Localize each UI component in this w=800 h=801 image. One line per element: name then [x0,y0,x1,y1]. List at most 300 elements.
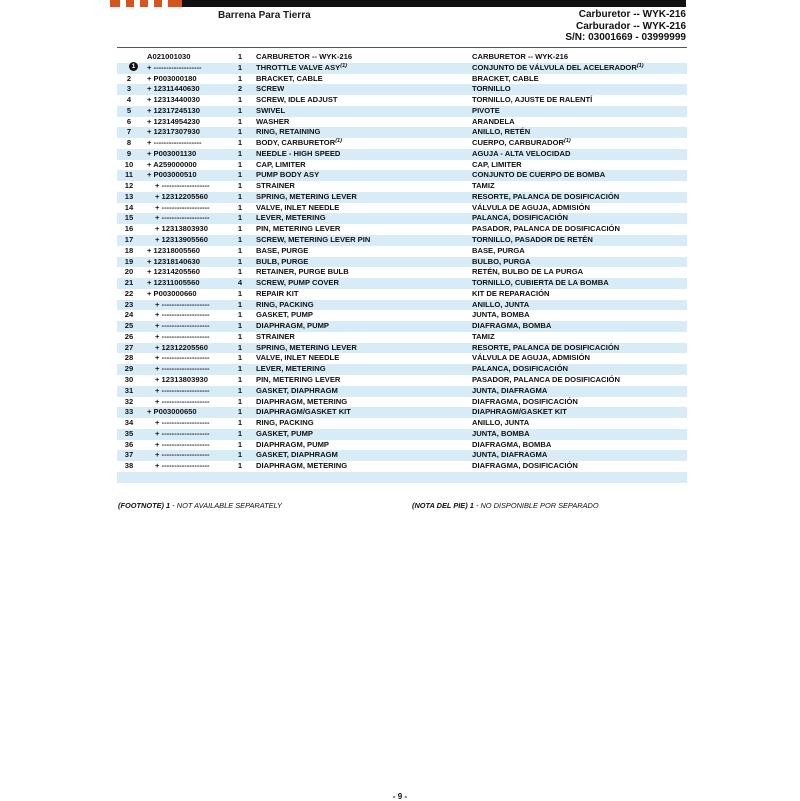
description-spanish-text: PIVOTE [472,105,500,115]
parts-row [117,386,687,397]
heading-line-english: Carburetor -- WYK-216 [578,9,686,20]
quantity: 1 [237,310,243,320]
quantity: 1 [237,235,243,245]
part-number: + P003000510 [147,170,197,180]
quantity: 1 [237,138,243,148]
description-english-text: BODY, CARBURETOR [256,138,336,148]
parts-row [117,332,687,343]
ref-number: 5 [126,105,132,115]
ref-number: 27 [124,342,134,352]
ref-number: 9 [126,148,132,158]
description-english-text: CAP, LIMITER [256,159,306,169]
ref-number: 28 [124,353,134,363]
part-number: + 12314205560 [147,267,201,277]
ref-number: 11 [124,170,134,180]
quantity: 1 [237,428,243,438]
description-spanish [472,224,620,235]
description-spanish [472,95,592,106]
parts-row [117,267,687,278]
description-spanish-text: PALANCA, DOSIFICACIÓN [472,364,569,374]
part-number: + 12318005560 [147,245,201,255]
quantity: 1 [237,396,243,406]
description-spanish-text: JUNTA, BOMBA [472,310,530,320]
description-spanish-text: TORNILLO, CUBIERTA DE LA BOMBA [472,278,609,288]
description-english-text: BRACKET, CABLE [256,73,323,83]
quantity: 1 [237,148,243,158]
footnote-number: 1 [166,501,171,510]
quantity: 1 [237,191,243,201]
description-english [256,74,323,85]
ref-number: 22 [124,288,134,298]
part-number: + 12314954230 [147,116,201,126]
description-english [256,397,347,408]
description-spanish-text: CARBURETOR -- WYK-216 [472,52,569,61]
description-english [256,450,338,461]
footnote-marker: (1) [563,138,571,145]
description-english [256,203,339,214]
quantity: 1 [237,374,243,384]
part-number: + ------------------- [155,364,210,374]
description-english-text: THROTTLE VALVE ASY [256,62,341,72]
ref-number: 37 [124,450,134,460]
description-spanish-text: BASE, PURGA [472,245,525,255]
quantity: 1 [237,224,243,234]
parts-row [117,213,687,224]
quantity: 1 [237,62,243,72]
ref-number: 15 [124,213,134,223]
description-english-text: LEVER, METERING [256,364,326,374]
part-number: + 12311005560 [147,278,200,288]
footnote-number: 1 [469,501,474,510]
quantity: 1 [237,127,243,137]
parts-row [117,257,687,268]
parts-row [117,181,687,192]
description-spanish [472,343,619,354]
description-spanish [472,235,593,246]
parts-row [117,375,687,386]
description-spanish-text: PALANCA, DOSIFICACIÓN [472,213,569,223]
description-english [256,246,308,257]
description-spanish-text: CUERPO, CARBURADOR [472,138,564,148]
quantity: 1 [237,461,243,471]
description-english-text: STRAINER [256,331,295,341]
quantity: 1 [237,450,243,460]
parts-row [117,418,687,429]
description-spanish [472,332,495,343]
quantity: 1 [237,73,243,83]
ref-number: 20 [124,267,134,277]
description-spanish-text: TAMIZ [472,181,495,191]
quantity: 1 [237,288,243,298]
description-spanish [472,246,525,257]
page-number: - 9 - [392,792,408,801]
parts-row [117,127,687,138]
description-spanish [472,418,529,429]
quantity: 2 [237,84,243,94]
quantity: 1 [237,116,243,126]
parts-row [117,440,687,451]
description-spanish [472,267,583,278]
description-spanish [472,213,568,224]
description-spanish [472,74,539,85]
parts-row [117,149,687,160]
description-english [256,149,340,160]
description-spanish [472,160,522,171]
description-english [256,192,357,203]
description-spanish-text: ANILLO, JUNTA [472,299,530,309]
quantity: 1 [237,213,243,223]
description-spanish-text: TORNILLO, AJUSTE DE RALENTÍ [472,95,593,105]
quantity: 1 [237,407,243,417]
parts-row [117,300,687,311]
part-number: + ------------------- [155,428,210,438]
description-spanish [472,84,511,95]
ref-number: 35 [124,428,134,438]
part-number: + ------------------- [155,385,210,395]
part-number: + 12311440630 [147,84,200,94]
quantity: 1 [237,52,243,61]
description-english-text: SPRING, METERING LEVER [256,342,357,352]
description-english [256,160,306,171]
document-title: Barrena Para Tierra [218,10,311,21]
description-english-text: DIAPHRAGM, PUMP [256,321,329,331]
footnote-label: (FOOTNOTE) [118,501,164,510]
description-english [256,289,298,300]
description-english [256,343,357,354]
description-english [256,461,347,472]
description-english-text: RING, RETAINING [256,127,321,137]
part-number: + ------------------- [147,62,202,72]
description-english [256,138,342,149]
parts-row [117,160,687,171]
description-spanish [472,300,529,311]
ref-number: 24 [124,310,134,320]
footnote-english [118,501,282,510]
parts-row [117,138,687,149]
description-english-text: DIAPHRAGM/GASKET KIT [256,407,351,417]
description-spanish [472,397,578,408]
description-spanish-text: PASADOR, PALANCA DE DOSIFICACIÓN [472,374,620,384]
part-number: + P003001130 [147,148,197,158]
description-english-text: STRAINER [256,181,295,191]
description-spanish [472,429,530,440]
part-number: + 12312205560 [155,191,209,201]
ref-number: 29 [124,364,134,374]
parts-row [117,321,687,332]
part-number: + P003000180 [147,73,197,83]
ref-number: 13 [124,191,134,201]
parts-row [117,310,687,321]
part-number: + ------------------- [155,396,210,406]
parts-list [117,52,687,483]
description-english [256,418,314,429]
description-spanish [472,181,495,192]
part-number: + ------------------- [155,418,210,428]
part-number: + ------------------- [155,353,210,363]
description-spanish [472,63,644,74]
description-spanish [472,192,619,203]
description-english [256,278,339,289]
description-english [256,213,326,224]
description-english-text: RETAINER, PURGE BULB [256,267,349,277]
quantity: 1 [237,331,243,341]
description-english [256,300,314,311]
footnote-text: - NOT AVAILABLE SEPARATELY [170,501,282,510]
description-english-text: SPRING, METERING LEVER [256,191,357,201]
ref-number: 2 [126,73,132,83]
description-english [256,63,347,74]
description-english-text: BASE, PURGE [256,245,309,255]
description-english [256,181,295,192]
description-english [256,321,329,332]
parts-row [117,450,687,461]
part-number: + ------------------- [155,321,210,331]
description-english-text: RING, PACKING [256,299,314,309]
description-spanish [472,461,578,472]
part-number: + 12318140630 [147,256,201,266]
description-english [256,95,338,106]
quantity: 4 [237,278,243,288]
description-english [256,310,313,321]
description-spanish-text: RESORTE, PALANCA DE DOSIFICACIÓN [472,191,620,201]
description-spanish-text: JUNTA, BOMBA [472,428,530,438]
description-spanish [472,364,568,375]
quantity: 1 [237,364,243,374]
description-spanish-text: CONJUNTO DE VÁLVULA DEL ACELERADOR [472,62,637,72]
description-spanish [472,289,550,300]
part-number: + 12313905560 [155,235,209,245]
parts-row [117,192,687,203]
footnote-label: (NOTA DEL PIE) [412,501,468,510]
part-number: + ------------------- [155,331,210,341]
part-number: + 12312205560 [155,342,209,352]
parts-row [117,407,687,418]
description-spanish [472,203,590,214]
parts-row [117,170,687,181]
description-english [256,353,339,364]
description-english [256,440,329,451]
description-english [256,364,326,375]
part-number: + A259000000 [147,159,197,169]
parts-row [117,235,687,246]
ref-number: 16 [124,224,134,234]
description-spanish-text: KIT DE REPARACIÓN [472,288,550,298]
description-spanish [472,386,547,397]
description-english-text: PUMP BODY ASY [256,170,320,180]
ref-number: 17 [124,235,134,245]
part-number: + P003000660 [147,288,197,298]
part-number: + ------------------- [155,439,210,449]
parts-row [117,289,687,300]
description-english [256,52,352,63]
description-english [256,375,340,386]
description-english-text: PIN, METERING LEVER [256,224,341,234]
description-english [256,170,319,181]
description-spanish [472,52,568,63]
description-spanish [472,127,530,138]
parts-row [117,364,687,375]
description-spanish-text: RESORTE, PALANCA DE DOSIFICACIÓN [472,342,620,352]
parts-row [117,461,687,472]
description-spanish [472,440,551,451]
quantity: 1 [237,170,243,180]
ref-number: 12 [124,181,134,191]
description-english [256,224,340,235]
description-english [256,106,285,117]
footnote-text: - NO DISPONIBLE POR SEPARADO [473,501,599,510]
ref-number: 10 [124,159,134,169]
footnote-marker: (1) [335,138,342,145]
footnote-marker: (1) [636,62,644,69]
part-number: + 12317245130 [147,105,201,115]
description-spanish [472,310,530,321]
ref-number: 31 [124,385,134,395]
description-english-text: REPAIR KIT [256,288,299,298]
description-spanish-text: DIAFRAGMA, BOMBA [472,439,552,449]
description-english-text: WASHER [256,116,290,126]
description-spanish-text: ANILLO, JUNTA [472,418,530,428]
parts-row [117,353,687,364]
parts-row [117,246,687,257]
quantity: 1 [237,353,243,363]
description-spanish [472,138,571,149]
description-english-text: DIAPHRAGM, METERING [256,396,348,406]
description-english-text: SWIVEL [256,105,286,115]
description-spanish-text: JUNTA, DIAFRAGMA [472,385,548,395]
description-spanish [472,375,620,386]
serial-number-range: S/N: 03001669 - 03999999 [565,32,686,44]
description-english-text: PIN, METERING LEVER [256,374,341,384]
description-spanish-text: VÁLVULA DE AGUJA, ADMISIÓN [472,353,590,363]
ref-number: 33 [124,407,134,417]
heading-line-spanish: Carburador -- WYK-216 [575,20,686,32]
ref-number: 23 [124,299,134,309]
description-spanish-text: TAMIZ [472,331,495,341]
ref-number: 21 [124,278,134,288]
part-number: + ------------------- [147,138,202,148]
description-english-text: SCREW, PUMP COVER [256,278,339,288]
description-english [256,127,320,138]
description-english-text: SCREW, IDLE ADJUST [256,95,338,105]
description-english-text: DIAPHRAGM, METERING [256,461,348,471]
ref-number: 19 [124,256,134,266]
description-english-text: GASKET, PUMP [256,310,313,320]
ref-number: 32 [124,396,134,406]
part-number: + 12313803930 [155,224,209,234]
parts-row [117,278,687,289]
description-english [256,117,289,128]
part-number: + ------------------- [155,310,210,320]
description-english-text: DIAPHRAGM, PUMP [256,439,329,449]
part-number: + ------------------- [155,450,210,460]
ref-number: 7 [126,127,132,137]
description-english [256,235,370,246]
ref-number: 14 [124,202,134,212]
part-number: + 12317307930 [147,127,201,137]
description-english [256,84,284,95]
part-number: + ------------------- [155,213,210,223]
ref-number: 18 [124,245,134,255]
description-spanish-text: DIAFRAGMA, DOSIFICACIÓN [472,461,578,471]
quantity: 1 [237,267,243,277]
description-spanish-text: BULBO, PURGA [472,256,531,266]
description-spanish-text: ANILLO, RETÉN [472,127,531,137]
ref-number: 38 [124,461,134,471]
ref-number: 6 [126,116,132,126]
header-bar [112,0,686,7]
parts-row [117,84,687,95]
parts-row [117,343,687,354]
description-english-text: SCREW [256,84,285,94]
quantity: 1 [237,439,243,449]
part-number: A021001030 [147,52,191,61]
description-spanish-text: CAP, LIMITER [472,159,522,169]
description-spanish [472,353,590,364]
description-spanish [472,450,547,461]
quantity: 1 [237,418,243,428]
description-spanish-text: BRACKET, CABLE [472,73,539,83]
description-spanish [472,106,500,117]
description-english-text: GASKET, DIAPHRAGM [256,450,338,460]
quantity: 1 [237,95,243,105]
description-spanish-text: RETÉN, BULBO DE LA PURGA [472,267,584,277]
footnote-marker: (1) [340,62,347,69]
header-divider [117,47,687,48]
description-spanish [472,117,515,128]
description-spanish-text: DIAFRAGMA, BOMBA [472,321,552,331]
description-english-text: GASKET, DIAPHRAGM [256,385,338,395]
ref-number: 4 [126,95,132,105]
quantity: 1 [237,181,243,191]
part-number: + ------------------- [155,299,210,309]
ref-number: 25 [124,321,134,331]
part-number: + ------------------- [155,181,210,191]
description-english [256,267,349,278]
description-english-text: SCREW, METERING LEVER PIN [256,235,371,245]
ref-number: 36 [124,439,134,449]
part-number: + ------------------- [155,461,210,471]
description-spanish-text: AGUJA - ALTA VELOCIDAD [472,148,571,158]
description-spanish-text: DIAPHRAGM/GASKET KIT [472,407,567,417]
ref-number: 34 [124,418,134,428]
description-english [256,257,308,268]
description-english [256,407,351,418]
description-english-text: VALVE, INLET NEEDLE [256,353,340,363]
part-number: + 12313803930 [155,374,209,384]
description-english [256,429,313,440]
quantity: 1 [237,321,243,331]
description-english-text: NEEDLE - HIGH SPEED [256,148,341,158]
description-english-text: BULB, PURGE [256,256,309,266]
part-number: + 12313440030 [147,95,201,105]
parts-row [117,63,687,74]
description-spanish-text: TORNILLO [472,84,511,94]
quantity: 1 [237,385,243,395]
description-spanish-text: PASADOR, PALANCA DE DOSIFICACIÓN [472,224,620,234]
description-spanish [472,278,609,289]
part-number: + ------------------- [155,202,210,212]
description-english-text: GASKET, PUMP [256,428,313,438]
description-spanish-text: CONJUNTO DE CUERPO DE BOMBA [472,170,606,180]
parts-row [117,52,687,63]
description-english-text: LEVER, METERING [256,213,326,223]
description-spanish [472,407,567,418]
description-english [256,386,338,397]
description-spanish-text: TORNILLO, PASADOR DE RETÉN [472,235,593,245]
parts-row [117,95,687,106]
quantity: 1 [237,245,243,255]
parts-row [117,117,687,128]
